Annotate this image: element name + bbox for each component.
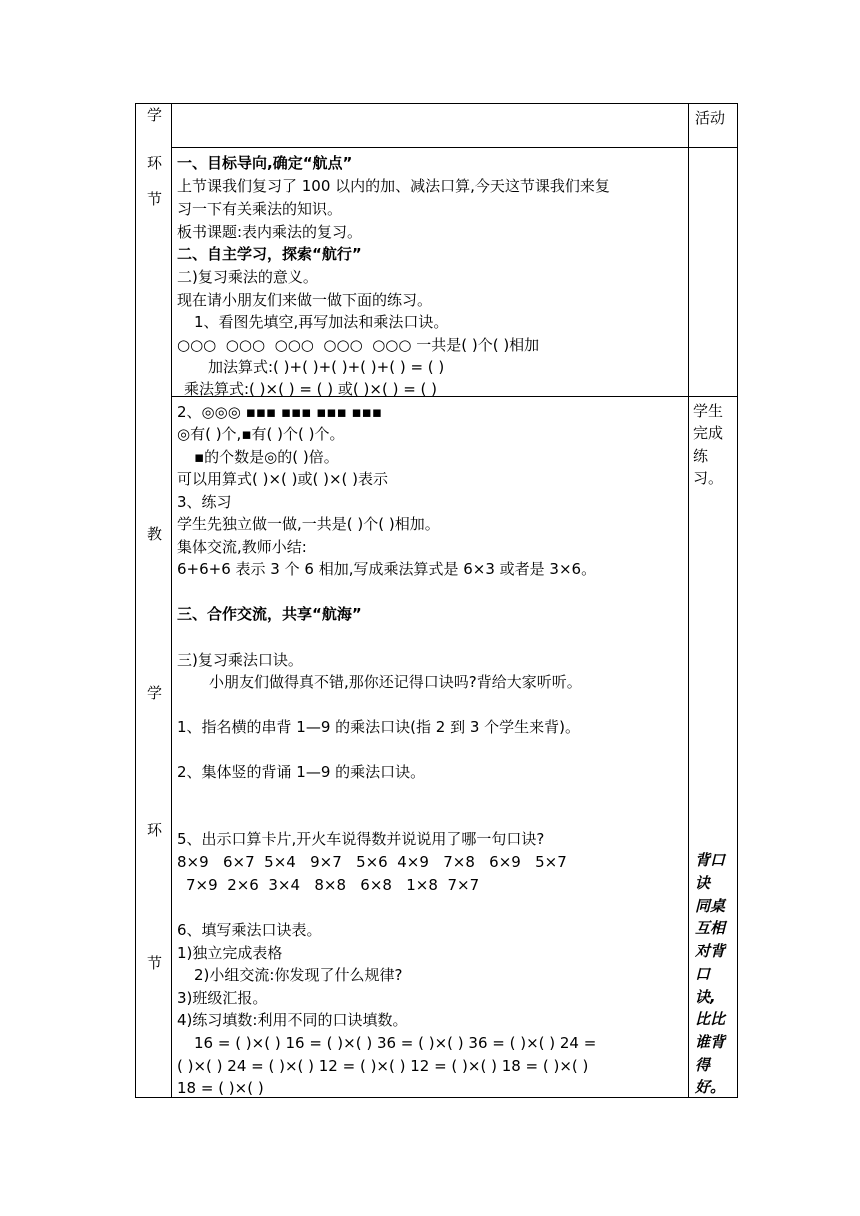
activity-note: 习。 xyxy=(693,469,724,487)
left-col-char: 节 xyxy=(147,954,163,972)
intro-text: 上节课我们复习了 100 以内的加、减法口算,今天这节课我们来复 xyxy=(177,177,610,195)
list-item: 6、填写乘法口诀表。 xyxy=(177,921,322,939)
fill-in-line: 18 = ( )×( ) xyxy=(177,1079,264,1097)
list-item: 2、集体竖的背诵 1—9 的乘法口诀。 xyxy=(177,763,426,781)
exercise-item: 3、练习 xyxy=(177,493,232,511)
row-divider-header xyxy=(171,147,737,148)
summary-text: 6+6+6 表示 3 个 6 相加,写成乘法算式是 6×3 或者是 3×6。 xyxy=(177,560,597,578)
left-col-char: 节 xyxy=(147,190,163,208)
list-item: 1、指名横的串背 1—9 的乘法口诀(指 2 到 3 个学生来背)。 xyxy=(177,718,581,736)
activity-note: 学生 xyxy=(693,402,724,420)
left-col-char: 学 xyxy=(147,106,163,124)
activity-note: 诀, xyxy=(695,988,716,1006)
subheading: 二)复习乘法的意义。 xyxy=(177,268,318,286)
intro-text: 习一下有关乘法的知识。 xyxy=(177,200,343,218)
heading-goal: 一、目标导向,确定“航点” xyxy=(177,154,353,172)
fill-in-line: 16 = ( )×( ) 16 = ( )×( ) 36 = ( )×( ) 36 = ( )×( ) 24 = xyxy=(194,1034,597,1052)
exercise-item: 1、看图先填空,再写加法和乘法口诀。 xyxy=(194,313,449,331)
activity-note: 比比 xyxy=(695,1010,726,1028)
column-divider-right xyxy=(688,104,689,1097)
list-item: 4)练习填数:利用不同的口诀填数。 xyxy=(177,1011,408,1029)
list-item: 1)独立完成表格 xyxy=(177,944,283,962)
fill-in-line: ( )×( ) 24 = ( )×( ) 12 = ( )×( ) 12 = ( )×( ) 18 = ( )×( ) xyxy=(177,1057,589,1075)
list-item: 3)班级汇报。 xyxy=(177,989,268,1007)
activity-note: 诀 xyxy=(695,874,711,892)
circle-figure: ○○○ ○○○ ○○○ ○○○ ○○○ 一共是( )个( )相加 xyxy=(177,336,540,354)
card-row: 7×9 2×6 3×4 8×8 6×8 1×8 7×7 xyxy=(186,876,480,894)
heading-cooperation: 三、合作交流，共享“航海” xyxy=(177,605,362,623)
body-text: 集体交流,教师小结: xyxy=(177,538,307,556)
body-text: 可以用算式( )×( )或( )×( )表示 xyxy=(177,470,389,488)
activity-note: 完成 xyxy=(693,424,724,442)
list-item: 2)小组交流:你发现了什么规律? xyxy=(194,966,403,984)
activity-note: 练 xyxy=(693,447,709,465)
activity-note: 对背 xyxy=(695,942,726,960)
activity-note: 互相 xyxy=(695,919,726,937)
exercise-item: 2、◎◎◎ ▪▪▪ ▪▪▪ ▪▪▪ ▪▪▪ xyxy=(177,403,382,421)
activity-note: 口 xyxy=(695,965,711,983)
multiplication-formula: 乘法算式:( )×( ) = ( ) 或( )×( ) = ( ) xyxy=(184,380,438,398)
left-col-char: 教 xyxy=(147,525,163,543)
activity-note: 同桌 xyxy=(695,897,726,915)
subheading: 三)复习乘法口诀。 xyxy=(177,651,303,669)
column-divider-left xyxy=(171,104,172,1097)
left-col-char: 环 xyxy=(147,154,163,172)
list-item: 5、出示口算卡片,开火车说得数并说说用了哪一句口诀? xyxy=(177,830,545,848)
body-text: ▪的个数是◎的( )倍。 xyxy=(194,448,339,466)
addition-formula: 加法算式:( )+( )+( )+( )+( ) = ( ) xyxy=(208,358,445,376)
left-col-char: 环 xyxy=(147,821,163,839)
heading-self-study: 二、自主学习，探索“航行” xyxy=(177,245,362,263)
card-row: 8×9 6×7 5×4 9×7 5×6 4×9 7×8 6×9 5×7 xyxy=(177,853,567,871)
body-text: ◎有( )个,▪有( )个( )个。 xyxy=(177,425,345,443)
activity-note: 谁背 xyxy=(695,1033,726,1051)
body-text: 小朋友们做得真不错,那你还记得口诀吗?背给大家听听。 xyxy=(209,673,582,691)
body-text: 现在请小朋友们来做一做下面的练习。 xyxy=(177,291,433,309)
activity-note: 背口 xyxy=(695,851,726,869)
board-title: 板书课题:表内乘法的复习。 xyxy=(177,223,363,241)
activity-header: 活动 xyxy=(695,109,726,127)
lesson-table xyxy=(135,103,738,1098)
activity-note: 好。 xyxy=(695,1078,726,1096)
body-text: 学生先独立做一做,一共是( )个( )相加。 xyxy=(177,515,440,533)
activity-note: 得 xyxy=(695,1056,711,1074)
left-col-char: 学 xyxy=(147,684,163,702)
